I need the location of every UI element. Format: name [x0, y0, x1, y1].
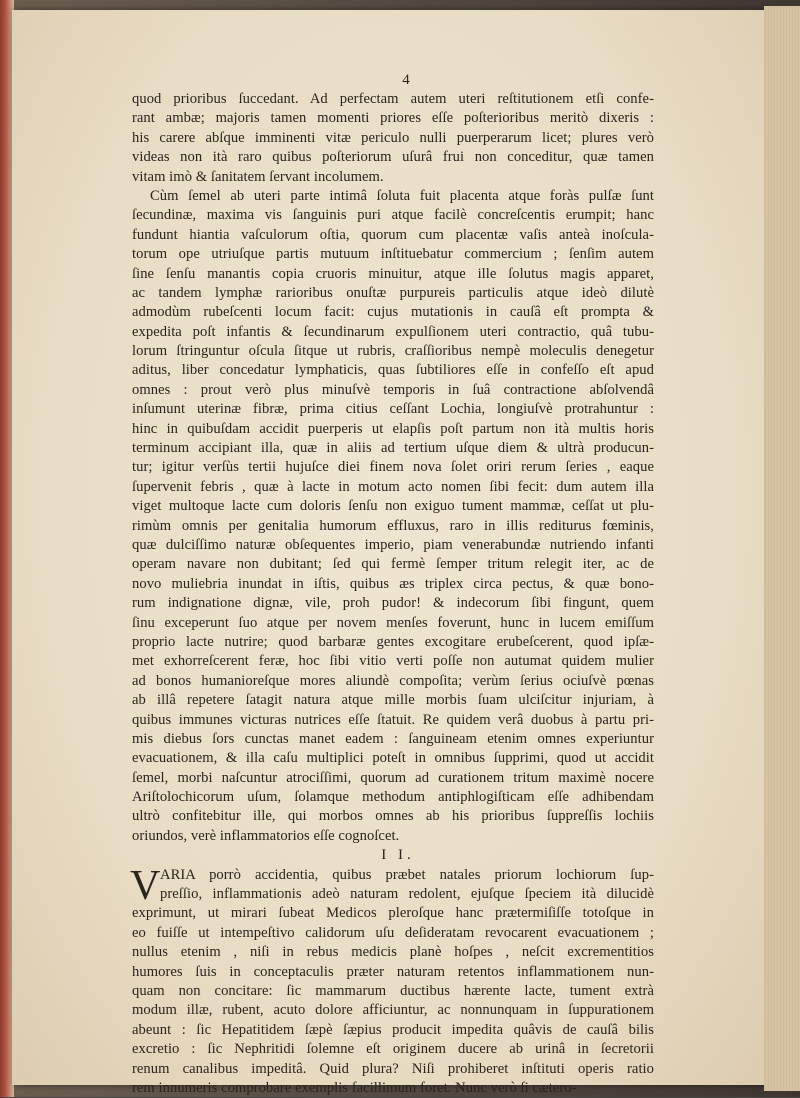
text-line: novo muliebria inundat in iſtis, quibus æs triplex circa pectus, & quæ bono-: [132, 575, 654, 592]
text-line: ſemel, morbi naſcuntur atrociſſimi, quorum ad curationem tritum maximè nocere: [132, 769, 654, 786]
text-line: ultrò confitebitur ille, qui morbos omnes ab his prioribus ſuppreſſis lochiis: [132, 808, 654, 825]
text-line: quod prioribus ſuccedant. Ad perfectam autem uteri reſtitutionem etſi confe-: [132, 91, 654, 107]
text-line: inſumunt uterinæ fibræ, prima citius ceſſant Lochia, longiuſvè protrahuntur :: [132, 401, 654, 418]
text-line: ab illâ repetere ſatagit natura atque mille morbis ſuam ulciſcitur injuriam, à: [132, 692, 654, 709]
text-line: omnes : prout verò plus minuſvè temporis in ſuâ contractione abſolvendâ: [132, 381, 654, 398]
text-line: torum ope utriuſque partis mutuum inſtituebatur commercium ; ſenſim autem: [132, 246, 654, 263]
page-text: [132, 72, 654, 1098]
text-line: hinc in quibuſdam accidit puerperis ut elapſis poſt partum non ità multis horis: [132, 420, 654, 437]
text-line: met exhorreſcerent feræ, hoc ſibi vitio verti poſſe non autumat quidem mulier: [132, 653, 654, 670]
text-line: ſecundinæ, maxima vis ſanguinis puri atque facilè concreſcentis erumpit; hanc: [132, 207, 654, 224]
text-line: ARIA porrò accidentia, quibus præbet natales priorum lochiorum ſup-: [160, 866, 654, 883]
text-line: ſine ſenſu manantis copia cruoris minuitur, atque ille ſolutus magis apparet,: [132, 265, 654, 282]
text-line: Cùm ſemel ab uteri parte intimâ ſoluta fuit placenta atque foràs pulſæ ſunt: [150, 187, 654, 204]
text-line: expedita poſt infantis & ſecundinarum expulſionem uteri contractio, quâ tubu-: [132, 323, 654, 340]
text-line: admodùm rubeſcenti locum facit: cujus mutationis in cauſâ eſt prompta &: [132, 304, 654, 321]
text-line: excretio : ſic Nephritidi ſolemne eſt originem ducere ab urinâ in ſecretorii: [132, 1041, 654, 1058]
text-line: quæ dulciſſimo naturæ obſequentes imperio, piam venerabundæ nutriendo infanti: [132, 536, 654, 553]
text-line: nullus etenim , niſi in rebus medicis planè hoſpes , neſcit excrementitios: [132, 944, 654, 961]
text-line: aditus, liber concedatur lymphaticis, quas ſubtiliores eſſe in confeſſo eſt apud: [132, 362, 654, 379]
text-line: rimùm omnis per genitalia humorum effluxus, raro in illis rediturus fœminis,: [132, 517, 654, 534]
text-line: renum canalibus impeditâ. Quid plura? Niſi prohiberet inſtituti operis ratio: [132, 1060, 654, 1077]
text-line: evacuationem, & illa caſu multiplici poteſt in omnibus ſupprimi, quod ut accidit: [132, 750, 654, 767]
paragraph-2: [132, 187, 654, 846]
text-line: ac tandem lymphæ rarioribus onuſtæ purpureis particulis atque ideò dilutè: [132, 284, 654, 301]
text-line: rem innumeris comprobare exemplis facillimum foret. Nunc verò ſi cætero-: [132, 1079, 577, 1096]
text-line: ſinu exceperunt ſuo atque per novem menſes foverunt, hunc in lucem emiſſum: [132, 614, 654, 631]
text-line: quibus immunes victuras nutrices eſſe ſtatuit. Re quidem verâ duobus à partu pri-: [132, 711, 654, 728]
text-line: modum illæ, rubent, acuto dolore afficiuntur, ac nonnunquam in ſuppurationem: [132, 1002, 654, 1019]
page-number: 4: [402, 72, 410, 88]
text-line: ſupervenit febris , quæ à lacte in motum acto nomen ſibi fecit: dum autem illa: [132, 478, 654, 495]
text-line: preſſio, inflammationis adeò naturam redolent, ejuſque ſpeciem ità dilucidè: [160, 886, 654, 903]
text-line: humores ſuis in conceptaculis præter naturam retentos inflammationem nun-: [132, 963, 654, 980]
text-line: quam non concitare: ſic mammarum ductibus hærente lacte, tument extrà: [132, 982, 654, 999]
drop-cap: V: [130, 862, 161, 909]
text-line: rum indignatione dignæ, vile, proh pudor! & indecorum ſibi fingunt, quem: [132, 595, 654, 612]
paragraph-1: [132, 90, 654, 187]
text-line: viget multoque lacte cum doloris ſenſu non exiguo tument mammæ, ceſſat ut plu-: [132, 498, 654, 515]
text-line: rant ambæ; majoris tamen momenti priores eſſe poſterioribus meritò dixeris :: [132, 110, 654, 127]
text-line: vitam imò & ſanitatem ſervant incolumem.: [132, 168, 384, 185]
text-line: exprimunt, ut mirari ſubeat Medicos pleroſque hanc prætermiſiſſe totoſque in: [132, 905, 654, 922]
text-line: lorum ſtringuntur oſcula ſitque ut rubris, craſſioribus nempè moleculis denegetur: [132, 343, 654, 360]
text-line: ad bonos humanioreſque mores aliundè compoſita; verùm ſerius ociuſvè pœnas: [132, 672, 654, 689]
text-line: Ariſtolochicorum uſum, ſolamque methodum antiphlogiſticam eſſe adhibendam: [132, 789, 654, 806]
section-title: I I.: [381, 847, 415, 864]
page-stack-edge: [764, 6, 800, 1091]
text-line: terminum accipiant illa, quæ in aliis ad tertium uſque diem & ultrà producun-: [132, 440, 654, 457]
text-line: abeunt : ſic Hepatitidem ſæpè ſæpius producit impedita quâvis de cauſâ bilis: [132, 1021, 654, 1038]
paragraph-3: [130, 862, 654, 1098]
paragraph-3-wrap: [130, 862, 654, 1098]
text-line: his carere abſque imminenti vitæ periculo nulli puerperarum licet; plures verò: [132, 129, 654, 146]
text-line: tur; igitur verſùs tertii hujuſce diei finem nova ſolet oriri rerum ſeries , eaque: [132, 459, 654, 476]
text-line: proprio lacte nutrire; quod barbaræ gentes excogitare erubeſcerent, quod ipſæ-: [132, 633, 654, 650]
text-line: eo fuiſſe ut intempeſtivo calidorum uſu deſideratam revocarent evacuationem ;: [132, 924, 654, 941]
text-line: fundunt hiantia vaſculorum oſtia, quorum cum placentæ vaſis anteà inoſcula-: [132, 226, 654, 243]
text-line: oriundos, verè inflammatorios eſſe cognoſcet.: [132, 827, 400, 844]
text-line: videas non ità raro quibus poſteriorum uſurâ frui non conceditur, quæ tamen: [132, 149, 654, 166]
text-line: operam navare non dubitant; ſed qui fermè ſemper tritum relegit iter, ac de: [132, 556, 654, 573]
text-line: mis diebus ſors cunctas manet eadem : ſanguineam etenim omnes experiuntur: [132, 730, 654, 747]
